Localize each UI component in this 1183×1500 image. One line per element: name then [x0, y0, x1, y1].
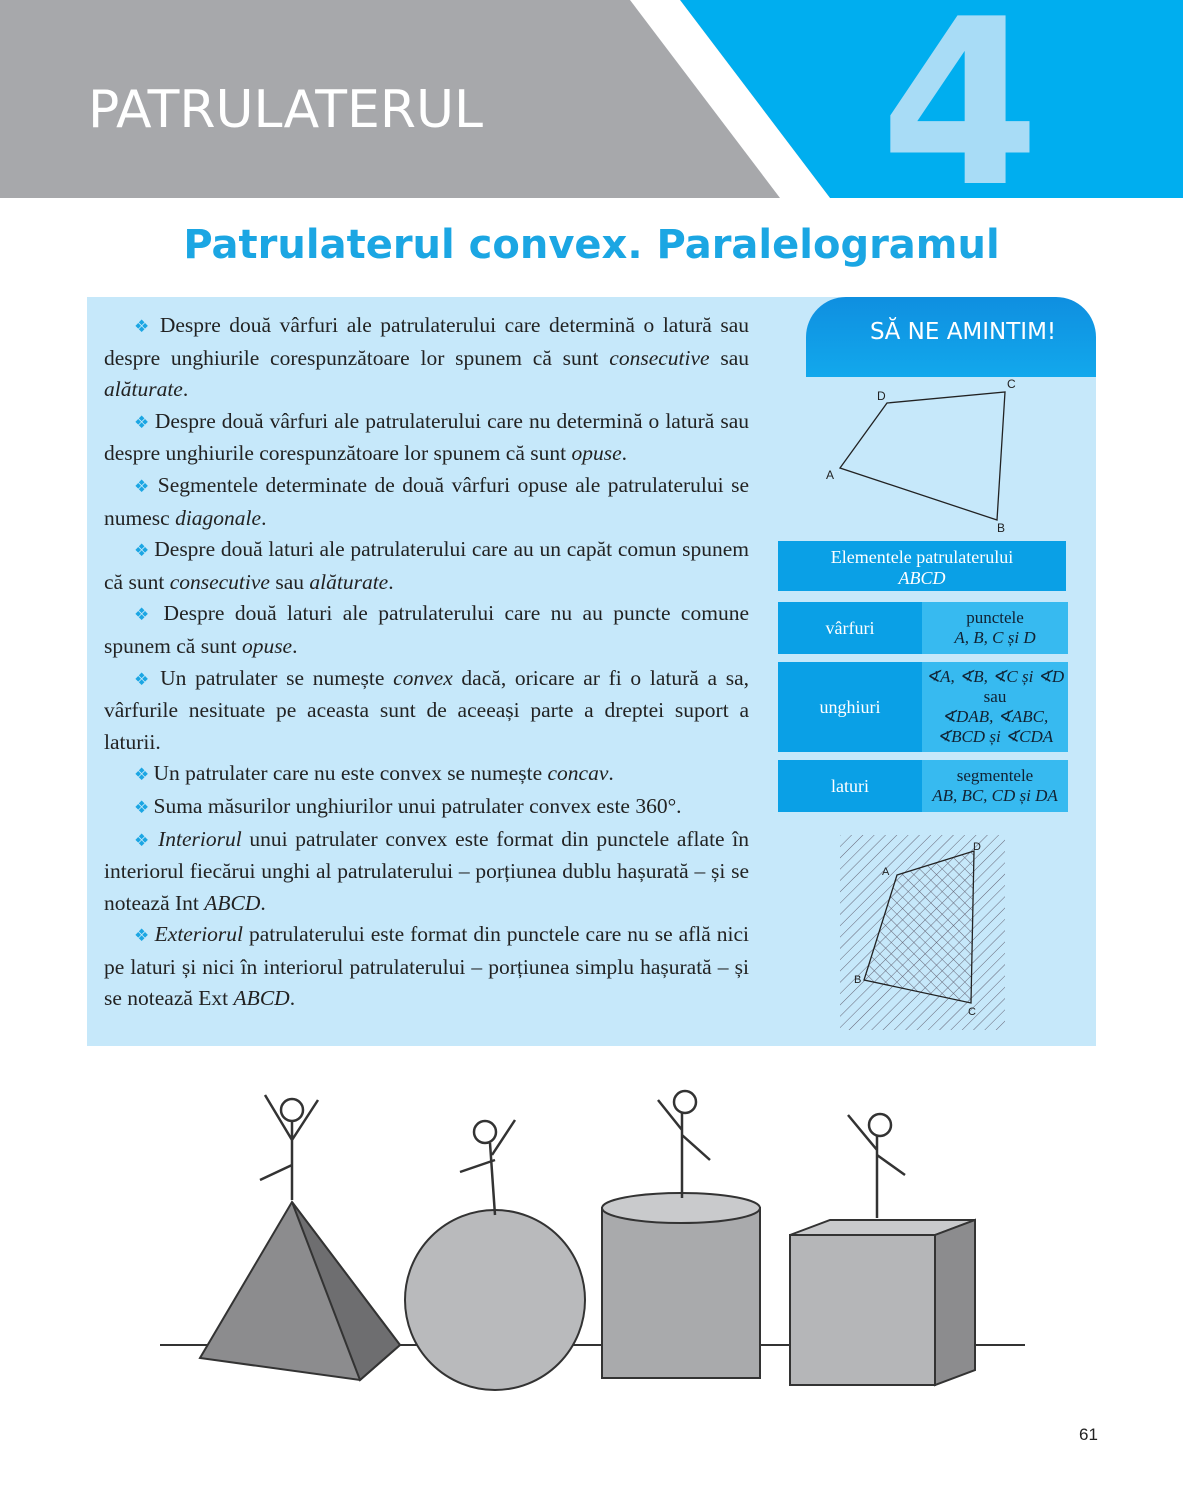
paragraph [104, 598, 749, 662]
row-value: ∢BCD și ∢CDA [936, 727, 1054, 746]
diamond-bullet-icon: ❖ [134, 797, 154, 817]
chapter-header [0, 0, 1183, 238]
paragraph [104, 919, 749, 1015]
term: convex [393, 665, 453, 690]
text-segment: . [289, 986, 296, 1011]
text-segment: . [182, 377, 189, 402]
elements-head-name: ABCD [898, 568, 946, 588]
text-segment: patrulaterului este format din punctele care nu se află nici pe laturi și nici în interiorul patrulaterului – porțiunea simplu hașurată – și se notează Ext [104, 922, 749, 1011]
diamond-bullet-icon: ❖ [134, 541, 155, 561]
paragraph [104, 663, 749, 759]
text-segment: . [261, 505, 267, 530]
term: Exteriorul [154, 922, 244, 947]
diamond-bullet-icon: ❖ [134, 830, 159, 850]
diamond-bullet-icon: ❖ [134, 926, 155, 946]
text-segment: dacă, oricare ar fi o latură a sa, vârfurile nesituate pe aceasta sunt de aceeași parte a dreptei suport a laturii. [104, 665, 750, 754]
svg-text:B: B [854, 974, 862, 986]
row-value: ∢A, ∢B, ∢C și ∢D [925, 667, 1065, 686]
elements-header [778, 541, 1066, 591]
term: consecutive [609, 345, 710, 370]
row-angles [778, 662, 1068, 752]
row-value: sau [983, 687, 1007, 706]
quadrilateral-figure [820, 375, 1030, 535]
text-segment: Despre două vârfuri ale patrulaterului care determină o latură sau despre unghiurile corespunzătoare lor spunem că sunt [104, 313, 749, 370]
text-segment: Despre două laturi ale patrulaterului care au un capăt comun spunem că sunt [104, 537, 749, 594]
text-segment: . [260, 890, 266, 915]
term: consecutive [169, 569, 270, 594]
label-a: A [826, 468, 835, 482]
term: ABCD [233, 986, 290, 1011]
remember-tab [806, 297, 1096, 377]
text-segment: . [388, 569, 394, 594]
term: concav [547, 761, 609, 786]
text-segment: unui patrulater convex este format din punctele aflate în interiorul fiecărui unghi al patrulaterului – porțiunea dublu hașurată – și se notează Int [104, 826, 749, 915]
remember-title: SĂ NE AMINTIM! [870, 319, 1057, 345]
diamond-bullet-icon: ❖ [134, 412, 155, 432]
row-vertices [778, 602, 1068, 654]
hatched-quadrilateral-figure [840, 835, 1005, 1030]
text-segment: . [621, 441, 628, 466]
diamond-bullet-icon: ❖ [134, 669, 161, 689]
paragraph [104, 406, 749, 470]
label-b: B [997, 521, 1006, 535]
diamond-bullet-icon: ❖ [134, 317, 160, 336]
chapter-title: PATRULATERUL [88, 80, 484, 140]
diamond-bullet-icon: ❖ [134, 476, 158, 496]
text-segment: Un patrulater care nu este convex se numește [153, 761, 548, 786]
term: alăturate [309, 569, 389, 594]
text-segment: sau [269, 569, 310, 594]
text-segment: . [292, 633, 298, 658]
term: opuse [571, 441, 622, 466]
row-label: unghiuri [778, 662, 922, 752]
text-segment: sau [709, 345, 749, 370]
row-value: punctele [966, 608, 1024, 627]
paragraph [104, 310, 749, 406]
paragraph [104, 791, 749, 824]
text-segment: Suma măsurilor unghiurilor unui patrulater convex este 360°. [153, 793, 682, 818]
row-value: A, B, C și D [954, 628, 1036, 647]
theory-text [104, 310, 749, 1015]
lesson-title: Patrulaterul convex. Paralelogramul [183, 222, 1000, 268]
paragraph [104, 758, 749, 791]
text-segment: . [608, 761, 614, 786]
row-label: vârfuri [778, 602, 922, 654]
row-value: ∢DAB, ∢ABC, [941, 707, 1049, 726]
svg-text:D: D [973, 841, 981, 853]
paragraph [104, 824, 749, 920]
row-value: AB, BC, CD și DA [932, 786, 1058, 805]
svg-text:C: C [968, 1006, 976, 1018]
term: diagonale [175, 505, 262, 530]
row-label: laturi [778, 760, 922, 812]
chapter-number: 4 [880, 0, 1041, 238]
term: alăturate [104, 377, 183, 402]
text-segment: Despre două laturi ale patrulaterului care nu au puncte comune spunem că sunt [104, 601, 749, 658]
row-value: segmentele [956, 766, 1034, 785]
paragraph [104, 534, 749, 598]
illustration-figures-on-solids [150, 1080, 1040, 1400]
page-number: 61 [1079, 1425, 1098, 1444]
label-c: C [1007, 377, 1016, 391]
row-sides [778, 760, 1068, 812]
svg-text:A: A [882, 866, 890, 878]
paragraph [104, 470, 749, 534]
text-segment: Despre două vârfuri ale patrulaterului care nu determină o latură sau despre unghiurile corespunzătoare lor spunem că sunt [104, 408, 749, 466]
term: Interiorul [158, 826, 242, 851]
label-d: D [877, 389, 886, 403]
diamond-bullet-icon: ❖ [134, 605, 164, 625]
text-segment: Segmentele determinate de două vârfuri opuse ale patrulaterului se numesc [104, 472, 749, 530]
term: opuse [241, 633, 293, 658]
elements-head-text: Elementele patrulaterului [830, 547, 1014, 567]
diamond-bullet-icon: ❖ [134, 765, 154, 785]
term: ABCD [204, 890, 261, 915]
text-segment: Un patrulater se numește [160, 665, 394, 690]
